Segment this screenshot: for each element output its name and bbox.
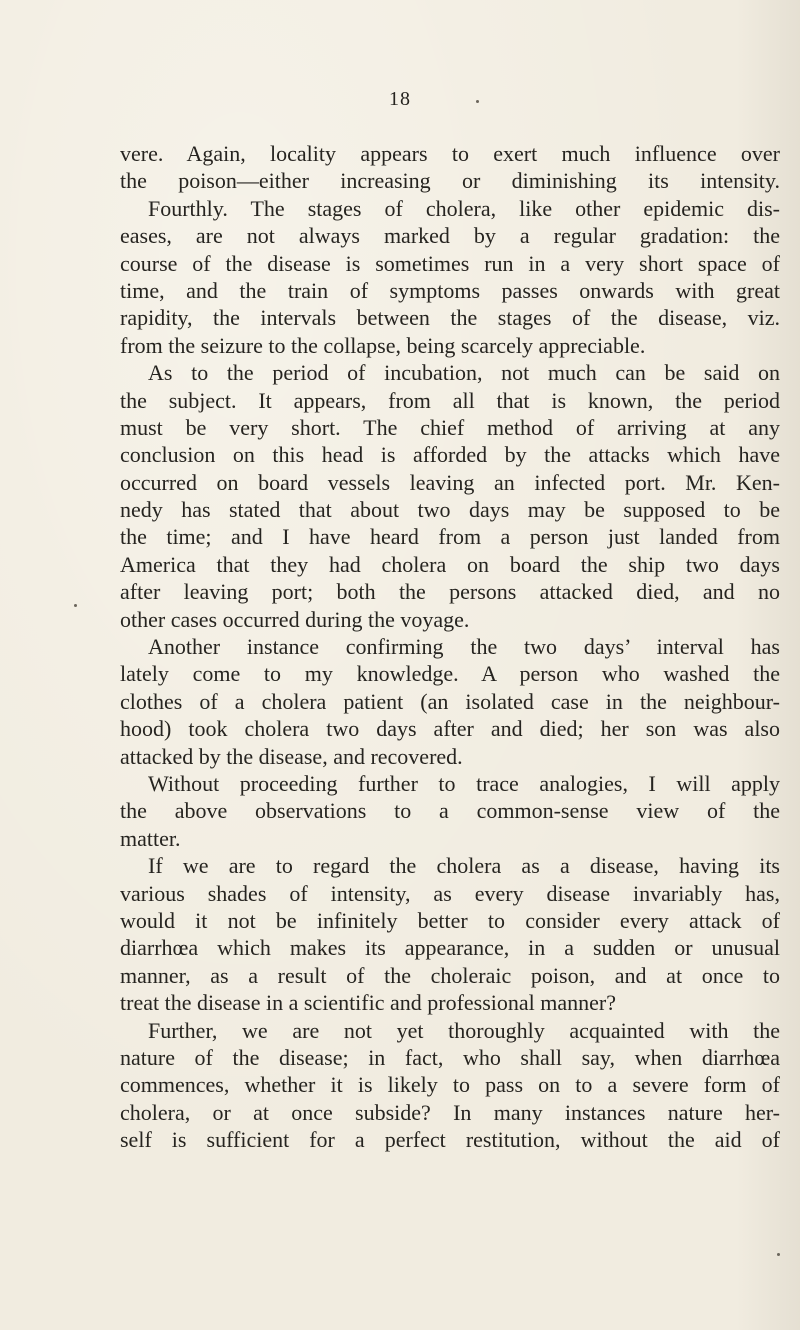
text-line: various shades of intensity, as every disease invariably has, bbox=[120, 880, 780, 906]
text-line: diarrhœa which makes its appearance, in a sudden or unusual bbox=[120, 935, 780, 961]
text-line: occurred on board vessels leaving an infected port. Mr. Ken- bbox=[120, 469, 780, 495]
text-line: must be very short. The chief method of arriving at any bbox=[120, 414, 780, 440]
text-line: manner, as a result of the choleraic poison, and at once to bbox=[120, 962, 780, 988]
text-line: nature of the disease; in fact, who shall say, when diarrhœa bbox=[120, 1044, 780, 1070]
text-line: self is sufficient for a perfect restitution, without the aid of bbox=[120, 1127, 780, 1153]
text-line: the subject. It appears, from all that is known, the period bbox=[120, 387, 780, 413]
text-line: Fourthly. The stages of cholera, like other epidemic dis- bbox=[148, 195, 780, 221]
text-line: time, and the train of symptoms passes onwards with great bbox=[120, 277, 780, 303]
text-line: vere. Again, locality appears to exert much influence over bbox=[120, 141, 780, 166]
text-line: Another instance confirming the two days’ interval has bbox=[148, 634, 780, 660]
body-text bbox=[120, 140, 780, 1153]
text-line: America that they had cholera on board the ship two days bbox=[120, 551, 780, 577]
ink-speck bbox=[777, 1253, 780, 1256]
text-line: other cases occurred during the voyage. bbox=[120, 606, 470, 632]
text-line: conclusion on this head is afforded by the attacks which have bbox=[120, 442, 780, 468]
ink-speck bbox=[476, 100, 479, 103]
text-line: rapidity, the intervals between the stages of the disease, viz. bbox=[120, 305, 780, 331]
ink-speck bbox=[74, 604, 77, 607]
text-line: commences, whether it is likely to pass on to a severe form of bbox=[120, 1072, 780, 1098]
text-line: the time; and I have heard from a person just landed from bbox=[120, 524, 780, 550]
text-line: Further, we are not yet thoroughly acquainted with the bbox=[148, 1017, 780, 1043]
text-line: eases, are not always marked by a regular gradation: the bbox=[120, 223, 780, 249]
text-line: clothes of a cholera patient (an isolated case in the neighbour- bbox=[120, 688, 780, 714]
text-line: attacked by the disease, and recovered. bbox=[120, 743, 463, 769]
text-line: cholera, or at once subside? In many instances nature her- bbox=[120, 1099, 780, 1125]
text-line: nedy has stated that about two days may be supposed to be bbox=[120, 497, 780, 523]
text-line: the above observations to a common-sense view of the bbox=[120, 798, 780, 824]
text-line: would it not be infinitely better to consider every attack of bbox=[120, 907, 780, 933]
page-number: 18 bbox=[389, 88, 411, 110]
text-line: As to the period of incubation, not much can be said on bbox=[148, 360, 780, 386]
text-line: Without proceeding further to trace analogies, I will apply bbox=[148, 770, 780, 796]
text-line: matter. bbox=[120, 825, 181, 851]
text-line: from the seizure to the collapse, being scarcely appreciable. bbox=[120, 332, 646, 358]
text-line: hood) took cholera two days after and died; her son was also bbox=[120, 716, 780, 742]
text-line: course of the disease is sometimes run in a very short space of bbox=[120, 250, 780, 276]
text-line: treat the disease in a scientific and professional manner? bbox=[120, 990, 617, 1016]
text-line: the poison—either increasing or diminishing its intensity. bbox=[120, 168, 780, 194]
text-line: If we are to regard the cholera as a disease, having its bbox=[148, 853, 780, 879]
text-line: lately come to my knowledge. A person who washed the bbox=[120, 661, 780, 687]
text-line: after leaving port; both the persons attacked died, and no bbox=[120, 579, 780, 605]
